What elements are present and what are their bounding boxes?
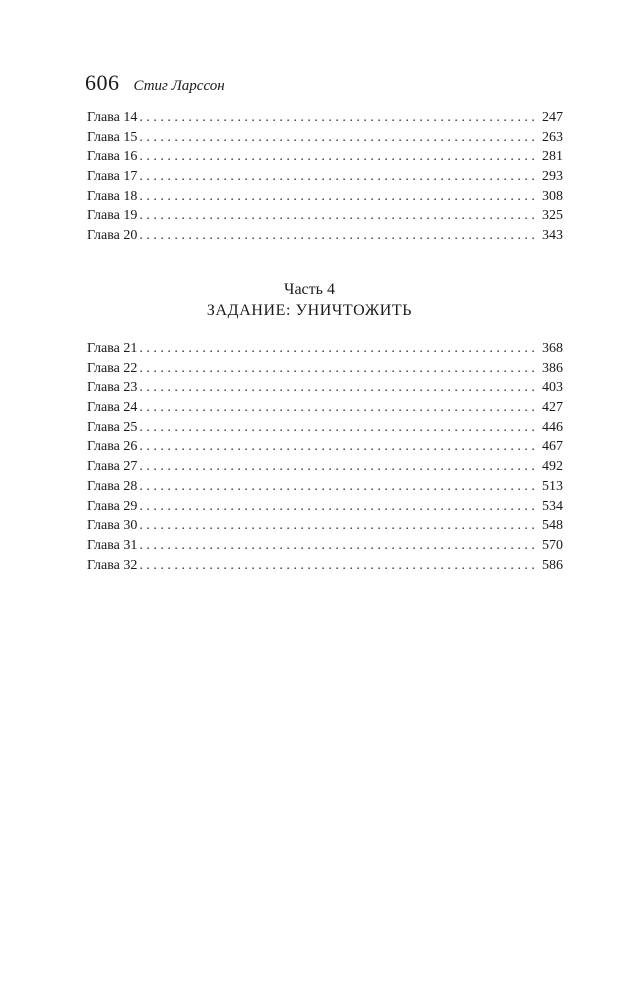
toc-entry xyxy=(87,457,563,477)
chapter-label: Глава 19 xyxy=(87,208,138,224)
dot-leader xyxy=(139,536,538,556)
chapter-page: 513 xyxy=(542,478,563,494)
chapter-page: 308 xyxy=(542,188,563,204)
toc-entry xyxy=(87,398,563,418)
dot-leader xyxy=(139,359,538,379)
chapter-page: 368 xyxy=(542,341,563,356)
dot-leader xyxy=(139,187,538,207)
chapter-label: Глава 15 xyxy=(87,129,138,145)
chapter-label: Глава 18 xyxy=(87,188,138,204)
toc-entry xyxy=(87,359,563,379)
chapter-page: 247 xyxy=(542,110,563,125)
dot-leader xyxy=(139,226,538,246)
chapter-label: Глава 27 xyxy=(87,459,138,475)
dot-leader xyxy=(139,206,538,226)
chapter-label: Глава 14 xyxy=(87,110,138,125)
dot-leader xyxy=(139,437,538,457)
toc-entry xyxy=(87,147,563,167)
chapter-page: 570 xyxy=(542,537,563,553)
chapter-label: Глава 31 xyxy=(87,537,138,553)
toc-entry xyxy=(87,477,563,497)
chapter-page: 534 xyxy=(542,498,563,514)
chapter-label: Глава 32 xyxy=(87,557,138,573)
author-name: Стиг Ларссон xyxy=(133,78,225,94)
chapter-page: 343 xyxy=(542,228,563,244)
dot-leader xyxy=(139,556,538,576)
toc-entry xyxy=(87,516,563,536)
chapter-page: 446 xyxy=(542,419,563,435)
toc-entry xyxy=(87,226,563,246)
toc-entry xyxy=(87,556,563,576)
toc-entry xyxy=(87,108,563,128)
toc-entry xyxy=(87,437,563,457)
chapter-label: Глава 30 xyxy=(87,518,138,534)
chapter-page: 386 xyxy=(542,360,563,376)
chapter-label: Глава 28 xyxy=(87,478,138,494)
chapter-page: 586 xyxy=(542,557,563,573)
dot-leader xyxy=(139,418,538,438)
chapter-label: Глава 26 xyxy=(87,439,138,455)
dot-leader xyxy=(139,477,538,497)
chapter-label: Глава 29 xyxy=(87,498,138,514)
toc-list-part-4 xyxy=(87,339,563,575)
toc-list-part-3 xyxy=(87,108,563,246)
chapter-page: 492 xyxy=(542,459,563,475)
dot-leader xyxy=(139,108,538,128)
dot-leader xyxy=(139,497,538,517)
toc-entry xyxy=(87,206,563,226)
chapter-label: Глава 24 xyxy=(87,400,138,416)
chapter-page: 403 xyxy=(542,380,563,396)
chapter-page: 467 xyxy=(542,439,563,455)
dot-leader xyxy=(139,398,538,418)
toc-entry xyxy=(87,378,563,398)
dot-leader xyxy=(139,128,538,148)
toc-entry xyxy=(87,128,563,148)
chapter-page: 263 xyxy=(542,129,563,145)
toc-entry xyxy=(87,418,563,438)
chapter-page: 427 xyxy=(542,400,563,416)
dot-leader xyxy=(139,378,538,398)
dot-leader xyxy=(139,516,538,536)
dot-leader xyxy=(139,457,538,477)
chapter-label: Глава 21 xyxy=(87,341,138,356)
dot-leader xyxy=(139,339,538,359)
chapter-label: Глава 16 xyxy=(87,149,138,165)
chapter-page: 293 xyxy=(542,169,563,185)
dot-leader xyxy=(139,147,538,167)
chapter-label: Глава 22 xyxy=(87,360,138,376)
toc-entry xyxy=(87,497,563,517)
running-head xyxy=(85,70,225,96)
chapter-label: Глава 17 xyxy=(87,169,138,185)
chapter-page: 281 xyxy=(542,149,563,165)
toc-entry xyxy=(87,167,563,187)
chapter-label: Глава 25 xyxy=(87,419,138,435)
toc-entry xyxy=(87,339,563,359)
chapter-label: Глава 23 xyxy=(87,380,138,396)
chapter-page: 325 xyxy=(542,208,563,224)
page-number: 606 xyxy=(85,70,120,95)
chapter-page: 548 xyxy=(542,518,563,534)
part-number-heading: Часть 4 xyxy=(284,281,335,298)
chapter-label: Глава 20 xyxy=(87,228,138,244)
toc-entry xyxy=(87,187,563,207)
toc-entry xyxy=(87,536,563,556)
dot-leader xyxy=(139,167,538,187)
part-title-heading: ЗАДАНИЕ: УНИЧТОЖИТЬ xyxy=(206,302,413,319)
